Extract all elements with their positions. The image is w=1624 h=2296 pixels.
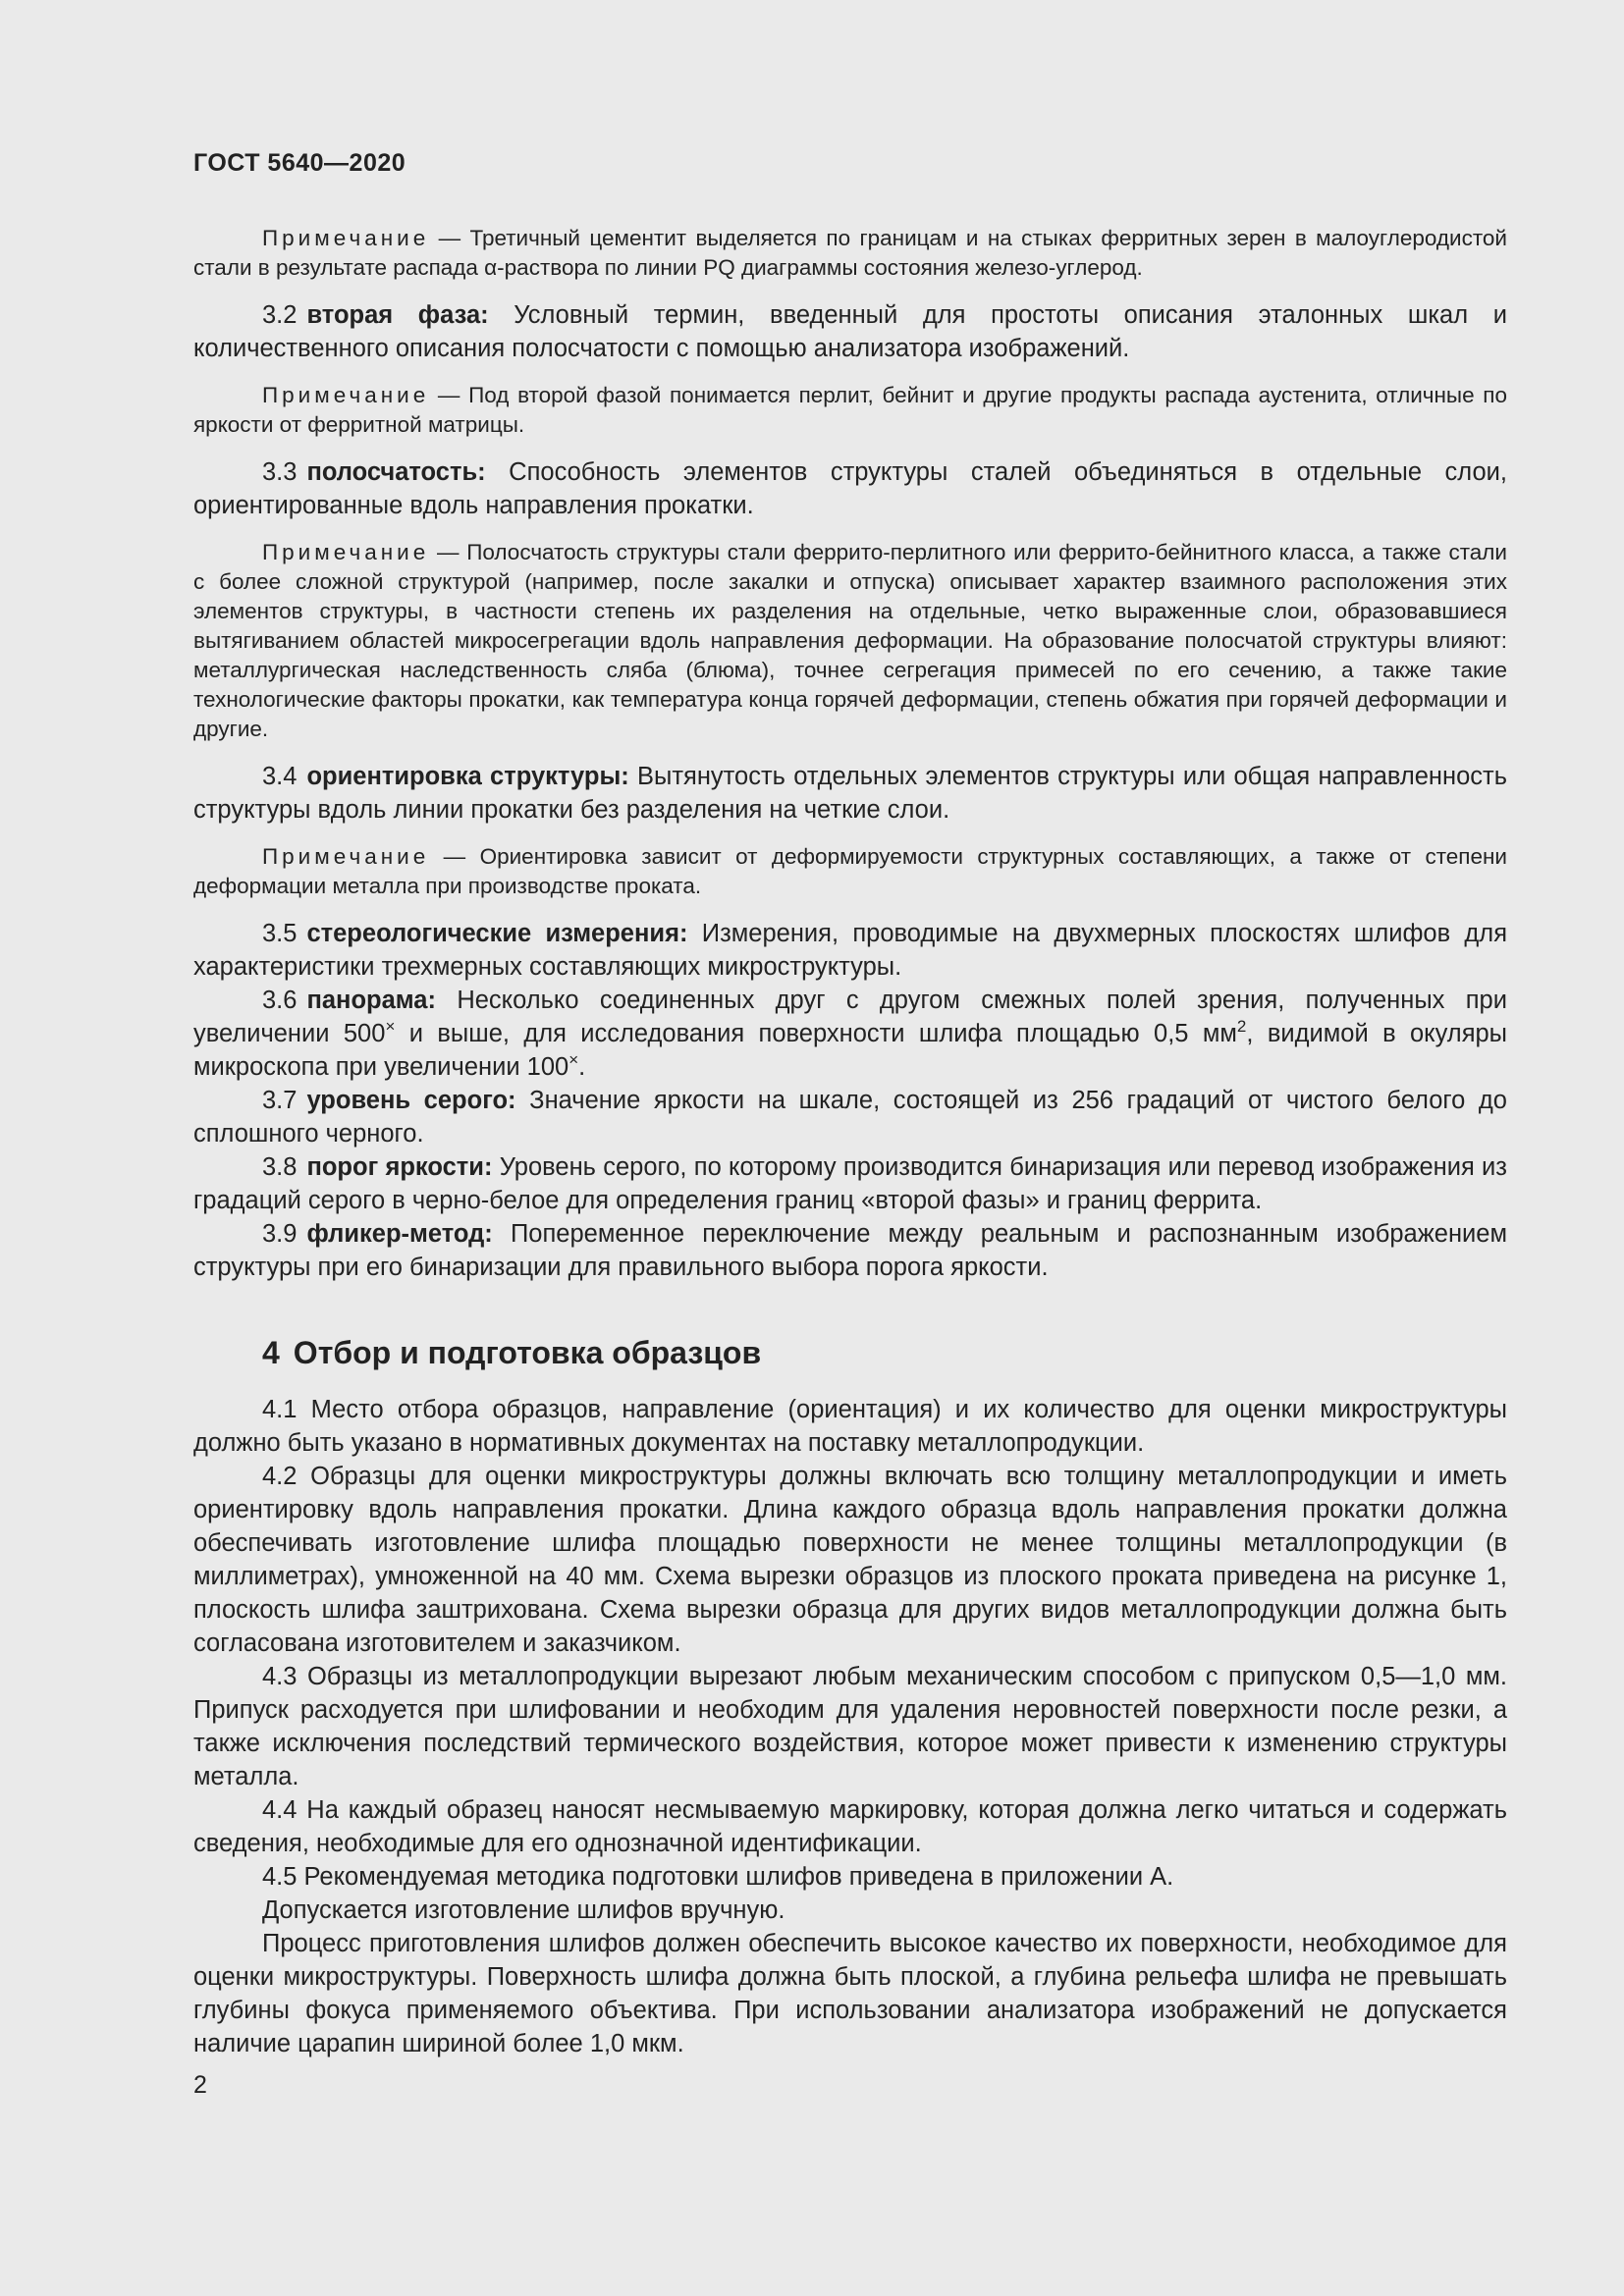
term-3-5: 3.5 стереологические измерения: Измерения, проводимые на двухмерных плоскостях шлифов для характеристики трехмерных составляющих микроструктуры. [193, 920, 1507, 981]
paragraph-4-3: 4.3 Образцы из металлопродукции вырезают любым механическим способом с припуском 0,5—1,0 мм. Припуск расходуется при шлифовании и необходим для удаления неровностей поверхности после резки, а также исключения последствий термического воздействия, которое может привести к изменению структуры металла. [193, 1663, 1507, 1790]
term-title: панорама: [306, 987, 436, 1014]
term-3-2: 3.2 вторая фаза: Условный термин, введенный для простоты описания эталонных шкал и количественного описания полосчатости с помощью анализатора изображений. [193, 301, 1507, 362]
term-3-8: 3.8 порог яркости: Уровень серого, по которому производится бинаризация или перевод изображения из градаций серого в черно-белое для определения границ «второй фазы» и границ феррита. [193, 1153, 1507, 1214]
term-title: ориентировка структуры: [306, 763, 629, 790]
note-label: Примечание [262, 226, 430, 250]
term-3-9: 3.9 фликер-метод: Попеременное переключение между реальным и распознанным изображением структуры при его бинаризации для правильного выбора порога яркости. [193, 1220, 1507, 1281]
term-3-4: 3.4 ориентировка структуры: Вытянутость отдельных элементов структуры или общая направленность структуры вдоль линии прокатки без разделения на четкие слои. [193, 763, 1507, 824]
note-label: Примечание [262, 383, 430, 407]
page-number: 2 [193, 2071, 207, 2099]
term-3-3: 3.3 полосчатость: Способность элементов структуры сталей объединяться в отдельные слои, ориентированные вдоль направления прокатки. [193, 458, 1507, 519]
paragraph-4-5-b: Процесс приготовления шлифов должен обеспечить высокое качество их поверхности, необходимое для оценки микроструктуры. Поверхность шлифа должна быть плоской, а глубина рельефа шлифа не превышать глубины фокуса применяемого объектива. При использовании анализатора изображений не допускается наличие царапин шириной более 1,0 мкм. [193, 1930, 1507, 2057]
term-title: вторая фаза: [306, 301, 489, 329]
term-3-7: 3.7 уровень серого: Значение яркости на шкале, состоящей из 256 градаций от чистого белого до сплошного черного. [193, 1087, 1507, 1148]
note-label: Примечание [262, 844, 430, 869]
note-2: Примечание — Под второй фазой понимается перлит, бейнит и другие продукты распада аустенита, отличные по яркости от ферритной матрицы. [193, 383, 1507, 437]
paragraph-4-5: 4.5 Рекомендуемая методика подготовки шлифов приведена в приложении А. [262, 1863, 1174, 1891]
term-3-6: 3.6 панорама: Несколько соединенных друг с другом смежных полей зрения, полученных при увеличении 500× и выше, для исследования поверхности шлифа площадью 0,5 $мм^2$, видимой в окуляры микроскопа при увеличении 100×. [193, 987, 1508, 1081]
paragraph-4-1: 4.1 Место отбора образцов, направление (ориентация) и их количество для оценки микроструктуры должно быть указано в нормативных документах на поставку металлопродукции. [193, 1396, 1507, 1457]
term-title: стереологические измерения: [306, 920, 688, 947]
section-4-heading: 4 Отбор и подготовка образцов [262, 1335, 762, 1370]
paragraph-4-2: 4.2 Образцы для оценки микроструктуры должны включать всю толщину металлопродукции и иметь ориентировку вдоль направления прокатки. Длина каждого образца вдоль направления прокатки должна обеспечивать изготовление шлифа площадью поверхности не менее толщины металлопродукции (в миллиметрах), умноженной на 40 мм. Схема вырезки образцов из плоского проката приведена на рисунке 1, плоскость шлифа заштрихована. Схема вырезки образца для других видов металлопродукции должна быть согласована изготовителем и заказчиком. [193, 1463, 1507, 1657]
document-header: ГОСТ 5640—2020 [193, 149, 406, 177]
note-3: Примечание — Полосчатость структуры стали феррито-перлитного или феррито-бейнитного класса, а также стали с более сложной структурой (например, после закалки и отпуска) описывает характер взаимного расположения этих элементов структуры, в частности степень их разделения на отдельные, четко выраженные слои, образовавшиеся вытягиванием областей микросегрегации вдоль направления деформации. На образование полосчатой структуры влияют: металлургическая наследственность сляба (блюма), точнее сегрегация примесей по его сечению, а также такие технологические факторы прокатки, как температура конца горячей деформации, степень обжатия при горячей деформации и другие. [193, 540, 1507, 741]
term-title: уровень серого: [306, 1087, 516, 1114]
paragraph-4-4: 4.4 На каждый образец наносят несмываемую маркировку, которая должна легко читаться и содержать сведения, необходимые для его однозначной идентификации. [193, 1796, 1507, 1857]
term-title: полосчатость: [306, 458, 486, 486]
note-4: Примечание — Ориентировка зависит от деформируемости структурных составляющих, а также от степени деформации металла при производстве проката. [193, 844, 1507, 898]
page-content [193, 224, 1507, 2060]
note-1: Примечание — Третичный цементит выделяется по границам и на стыках ферритных зерен в малоуглеродистой стали в результате распада α-раствора по линии PQ диаграммы состояния железо-углерод. [193, 226, 1507, 280]
term-title: порог яркости: [306, 1153, 493, 1181]
term-title: фликер-метод: [306, 1220, 493, 1248]
paragraph-4-5-a: Допускается изготовление шлифов вручную. [262, 1896, 785, 1924]
note-label: Примечание [262, 540, 430, 564]
